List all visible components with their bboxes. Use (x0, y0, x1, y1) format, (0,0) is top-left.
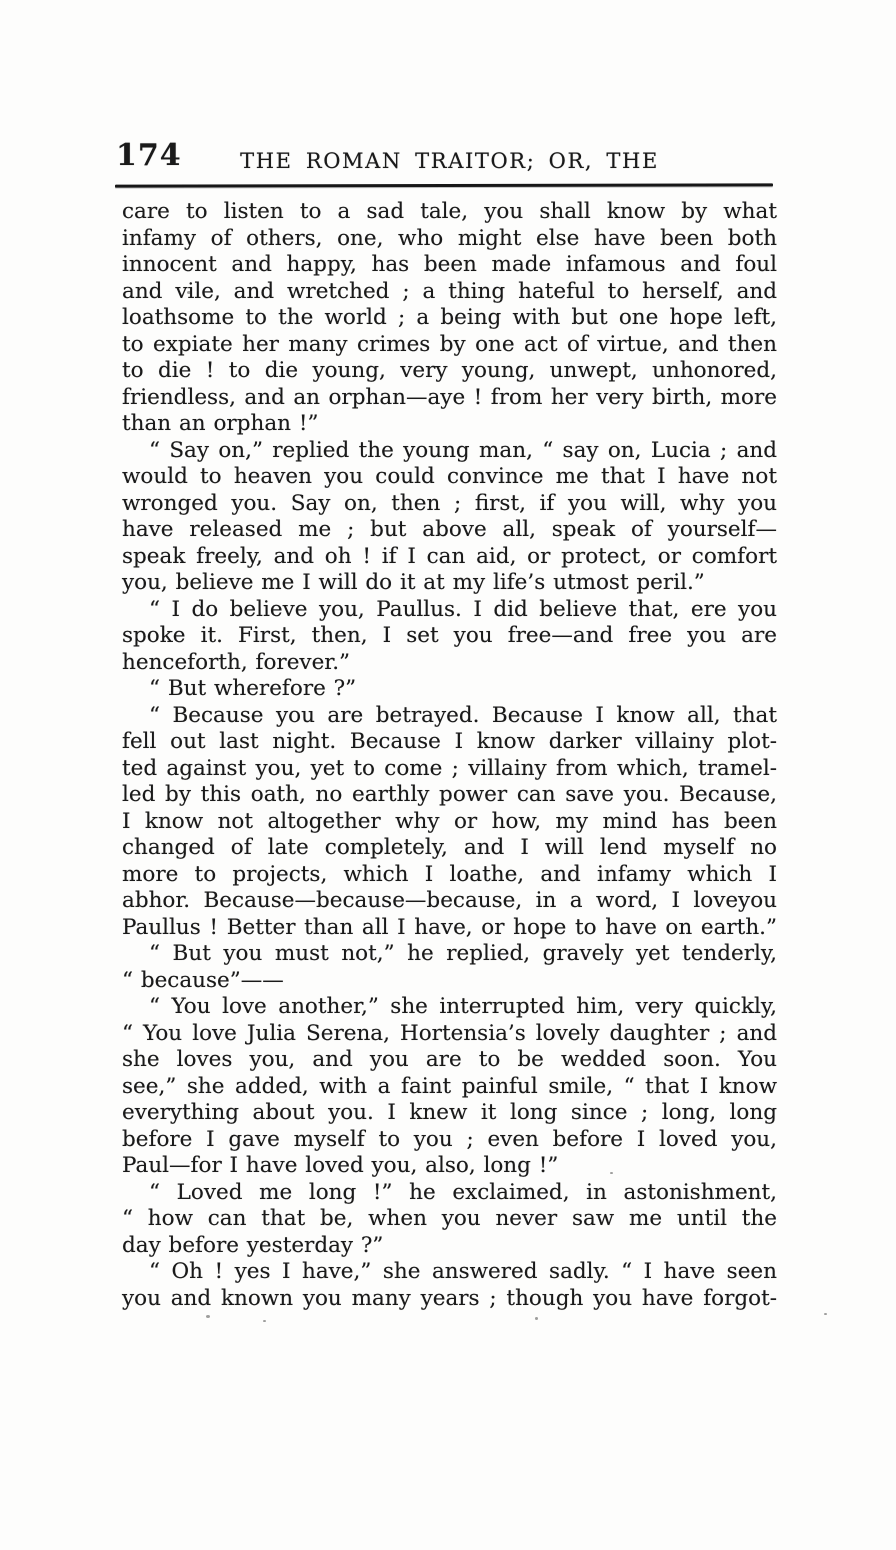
page-number: 174 (116, 138, 182, 173)
text-line: you and known you many years ; though you have forgot- (122, 1285, 777, 1311)
text-line: and vile, and wretched ; a thing hateful to herself, and (122, 278, 777, 304)
text-line: innocent and happy, has been made infamous and foul (122, 252, 777, 277)
text-line: “ Say on,” replied the young man, “ say on, Lucia ; and (149, 437, 777, 463)
paragraph (122, 438, 777, 597)
text-line: wronged you. Say on, then ; first, if you will, why you (122, 490, 777, 516)
header-rule (115, 183, 773, 187)
text-line: have released me ; but above all, speak of yourself— (122, 517, 777, 542)
paragraph (122, 597, 777, 677)
text-line: changed of late completely, and I will lend myself no (122, 835, 777, 860)
text-line: “ But wherefore ?” (149, 676, 357, 701)
text-line: Paul—for I have loved you, also, long !” (122, 1153, 559, 1178)
text-line: spoke it. First, then, I set you free—and free you are (122, 623, 777, 648)
text-line: abhor. Because—because—because, in a word, I loveyou (122, 888, 777, 913)
text-line: “ Loved me long !” he exclaimed, in astonishment, (149, 1179, 777, 1205)
text-line: “ You love Julia Serena, Hortensia’s lovely daughter ; and (122, 1020, 777, 1046)
paragraph (122, 1180, 777, 1260)
text-line: care to listen to a sad tale, you shall know by what (122, 199, 777, 224)
scan-speck (824, 1313, 827, 1315)
page-text (122, 199, 777, 1312)
text-line: day before yesterday ?” (122, 1232, 384, 1258)
text-line: everything about you. I knew it long since ; long, long (122, 1100, 777, 1125)
scan-speck (263, 1320, 266, 1322)
text-line: “ Because you are betrayed. Because I know all, that (149, 702, 777, 728)
paragraph (122, 1259, 777, 1312)
scan-speck (206, 1315, 210, 1318)
text-line: henceforth, forever.” (122, 649, 351, 675)
running-title: THE ROMAN TRAITOR; OR, THE (240, 149, 659, 173)
text-line: I know not altogether why or how, my mind has been (122, 808, 777, 834)
text-line: “ I do believe you, Paullus. I did believe that, ere you (149, 596, 777, 622)
text-line: than an orphan !” (122, 411, 319, 436)
text-line: Paullus ! Better than all I have, or hope to have on earth.” (122, 914, 777, 940)
paragraph (122, 676, 777, 703)
text-line: friendless, and an orphan—aye ! from her very birth, more (122, 384, 777, 410)
text-line: to die ! to die young, very young, unwept, unhonored, (122, 358, 777, 383)
text-line: fell out last night. Because I know darker villainy plot- (122, 729, 777, 754)
scan-speck (187, 291, 191, 294)
text-line: see,” she added, with a faint painful smile, “ that I know (122, 1073, 777, 1099)
text-line: led by this oath, no earthly power can save you. Because, (122, 782, 777, 807)
text-line: would to heaven you could convince me that I have not (122, 464, 777, 489)
paragraph (122, 199, 777, 438)
text-line: you, believe me I will do it at my life’s utmost peril.” (122, 570, 705, 595)
text-line: “ because”—— (122, 967, 284, 993)
text-line: more to projects, which I loathe, and infamy which I (122, 861, 777, 887)
text-line: she loves you, and you are to be wedded soon. You (122, 1047, 777, 1072)
text-line: “ You love another,” she interrupted him, very quickly, (149, 994, 777, 1019)
paragraph (122, 703, 777, 942)
text-line: before I gave myself to you ; even before I loved you, (122, 1126, 777, 1152)
text-line: ted against you, yet to come ; villainy from which, tramel- (122, 755, 777, 781)
scan-speck (610, 1172, 613, 1174)
text-line: speak freely, and oh ! if I can aid, or protect, or comfort (122, 543, 777, 569)
text-line: infamy of others, one, who might else have been both (122, 225, 777, 251)
text-line: to expiate her many crimes by one act of virtue, and then (122, 331, 777, 357)
text-line: loathsome to the world ; a being with but one hope left, (122, 305, 777, 330)
text-line: “ But you must not,” he replied, gravely yet tenderly, (149, 941, 777, 966)
text-line: “ how can that be, when you never saw me until the (122, 1206, 777, 1231)
scan-speck (535, 1317, 538, 1320)
paragraph (122, 994, 777, 1180)
text-line: “ Oh ! yes I have,” she answered sadly. “ I have seen (149, 1259, 777, 1284)
paragraph (122, 941, 777, 994)
